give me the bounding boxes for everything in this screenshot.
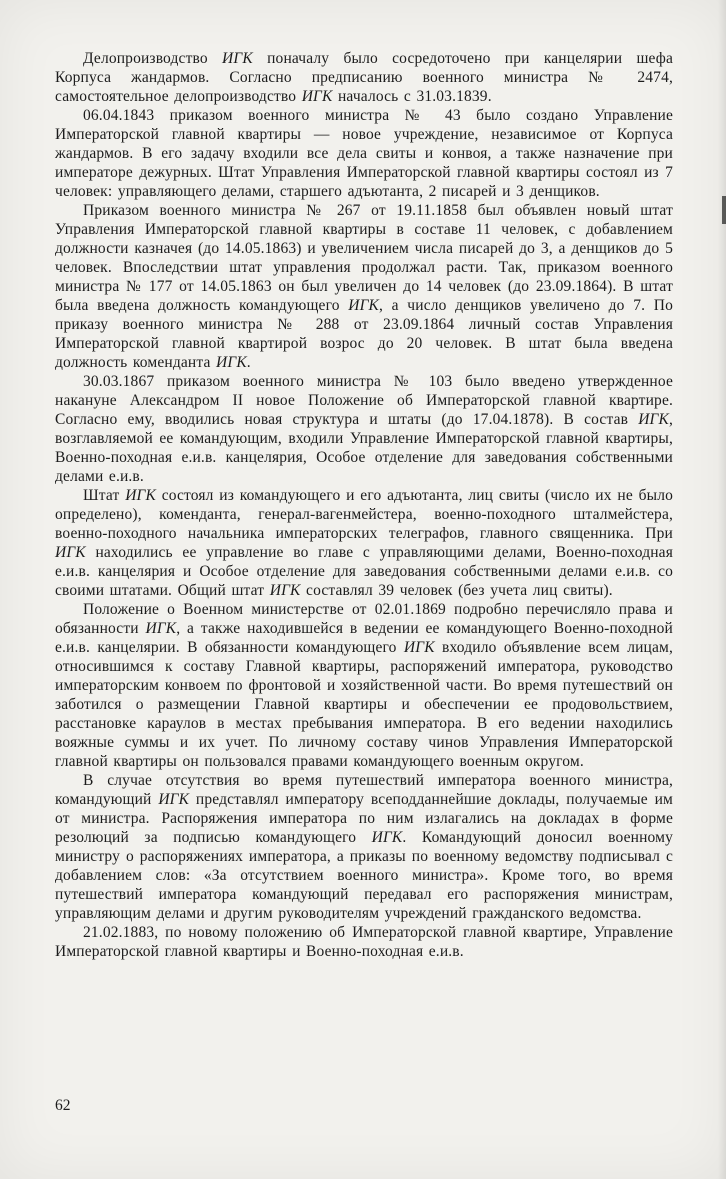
text-run: поначалу было сосредоточено при канцелярии шефа Корпуса жандармов. Согласно предписанию военного министра № 2474, самостоятельное делопроизводство — [55, 50, 673, 105]
text-run: входило объявление всем лицам, относившимся к составу Главной квартиры, распоряжений императора, руководство императорским конвоем по фронтовой и хозяйственной части. Во время путешествий он заботился о размещении Главной квартиры и обеспечении ее продовольствием, расстановке караулов в местах пребывания императора. В его ведении находились вояжные суммы и их учет. По личному составу чинов Управления Императорской главной квартиры он пользовался правами командующего военным округом. — [55, 639, 673, 770]
italic-term: ИГК — [348, 297, 379, 314]
text-run: состоял из командующего и его адъютанта, лиц свиты (число их не было определено), коменданта, генерал-вагенмейстера, военно-походного шталмейстера, военно-походного начальника императорских телеграфов, главного священника. При — [55, 487, 673, 542]
page-number: 62 — [55, 1097, 71, 1114]
italic-term: ИГК — [55, 544, 86, 561]
text-run: составлял 39 человек (без учета лиц свиты). — [300, 582, 613, 599]
text-run: 21.02.1883, по новому положению об Императорской главной квартире, Управление Императорской главной квартиры и Военно-походная е.и.в. — [55, 924, 673, 960]
paragraph — [55, 106, 673, 201]
paragraph — [55, 771, 673, 923]
paragraph — [55, 486, 673, 600]
italic-term: ИГК — [145, 620, 177, 637]
text-run: 30.03.1867 приказом военного министра № 103 было введено утвержденное накануне Александром II новое Положение об Императорской главной квартире. Согласно ему, вводились новая структура и штаты (до 17.04.1878). В состав — [55, 373, 673, 428]
text-run: , возглавляемой ее командующим, входили Управление Императорской главной квартиры, Военно-походная е.и.в. канцелярия, Особое отделение для заведования собственными делами е.и.в. — [55, 411, 673, 485]
text-run: Штат — [83, 487, 126, 504]
text-run: , а также находившейся в ведении ее командующего Военно-походной е.и.в. канцелярии. В обязанности командующего — [55, 620, 674, 656]
italic-term: ИГК — [638, 411, 669, 428]
paragraph — [55, 49, 673, 106]
body-text — [55, 49, 673, 961]
text-run: находились ее управление во главе с управляющими делами, Военно-походная е.и.в. канцелярия и Особое отделение для заведования собственными делами е.и.в. со своими штатами. Общий штат — [55, 544, 673, 599]
text-run: 06.04.1843 приказом военного министра № 43 было создано Управление Императорской главной квартиры — новое учреждение, независимое от Корпуса жандармов. В его задачу входили все дела свиты и конвоя, а также назначение при императоре дежурных. Штат Управления Императорской главной квартиры состоял из 7 человек: управляющего делами, старшего адъютанта, 2 писарей и 3 денщиков. — [55, 107, 673, 200]
italic-term: ИГК — [371, 829, 403, 846]
text-run: . — [246, 354, 251, 371]
text-run: В случае отсутствия во время путешествий императора военного министра, командующий — [55, 772, 673, 808]
paragraph — [55, 201, 673, 372]
italic-term: ИГК — [158, 791, 190, 808]
paragraph — [55, 372, 673, 486]
italic-term: ИГК — [216, 354, 247, 371]
italic-term: ИГК — [301, 88, 333, 105]
scan-edge-shade — [718, 0, 726, 1179]
italic-term: ИГК — [269, 582, 301, 599]
paragraph — [55, 923, 673, 961]
text-run: Делопроизводство — [83, 50, 223, 67]
paragraph — [55, 600, 673, 771]
italic-term: ИГК — [125, 487, 156, 504]
text-run: . Командующий доносил военному министру о распоряжениях императора, а приказы по военному ведомству подписывал с добавлением слов: «За отсутствием военного министра». Кроме того, во время путешествий императора командующий передавал его распоряжения министрам, управляющим делами и другим руководителям учреждений гражданского ведомства. — [55, 829, 673, 922]
italic-term: ИГК — [222, 50, 253, 67]
text-run: Положение о Военном министерстве от 02.01.1869 подробно перечисляло права и обязанности — [55, 601, 673, 637]
text-run: , а число денщиков увеличено до 7. По приказу военного министра № 288 от 23.09.1864 личный состав Управления Императорской главной квартирой возрос до 20 человек. В штат была введена должность коменданта — [55, 297, 673, 371]
italic-term: ИГК — [403, 639, 435, 656]
text-run: Приказом военного министра № 267 от 19.11.1858 был объявлен новый штат Управления Императорской главной квартиры в составе 11 человек, с добавлением должности казначея (до 14.05.1863) и увеличением числа писарей до 3, а денщиков до 5 человек. Впоследствии штат управления продолжал расти. Так, приказом военного министра № 177 от 14.05.1863 он был увеличен до 14 человек (до 23.09.1864). В штат была введена должность командующего — [55, 202, 673, 314]
text-run: представлял императору всеподданнейшие доклады, получаемые им от министра. Распоряжения императора по ним излагались на докладах в форме резолюций за подписью командующего — [55, 791, 673, 846]
text-run: началось с 31.03.1839. — [332, 88, 492, 105]
